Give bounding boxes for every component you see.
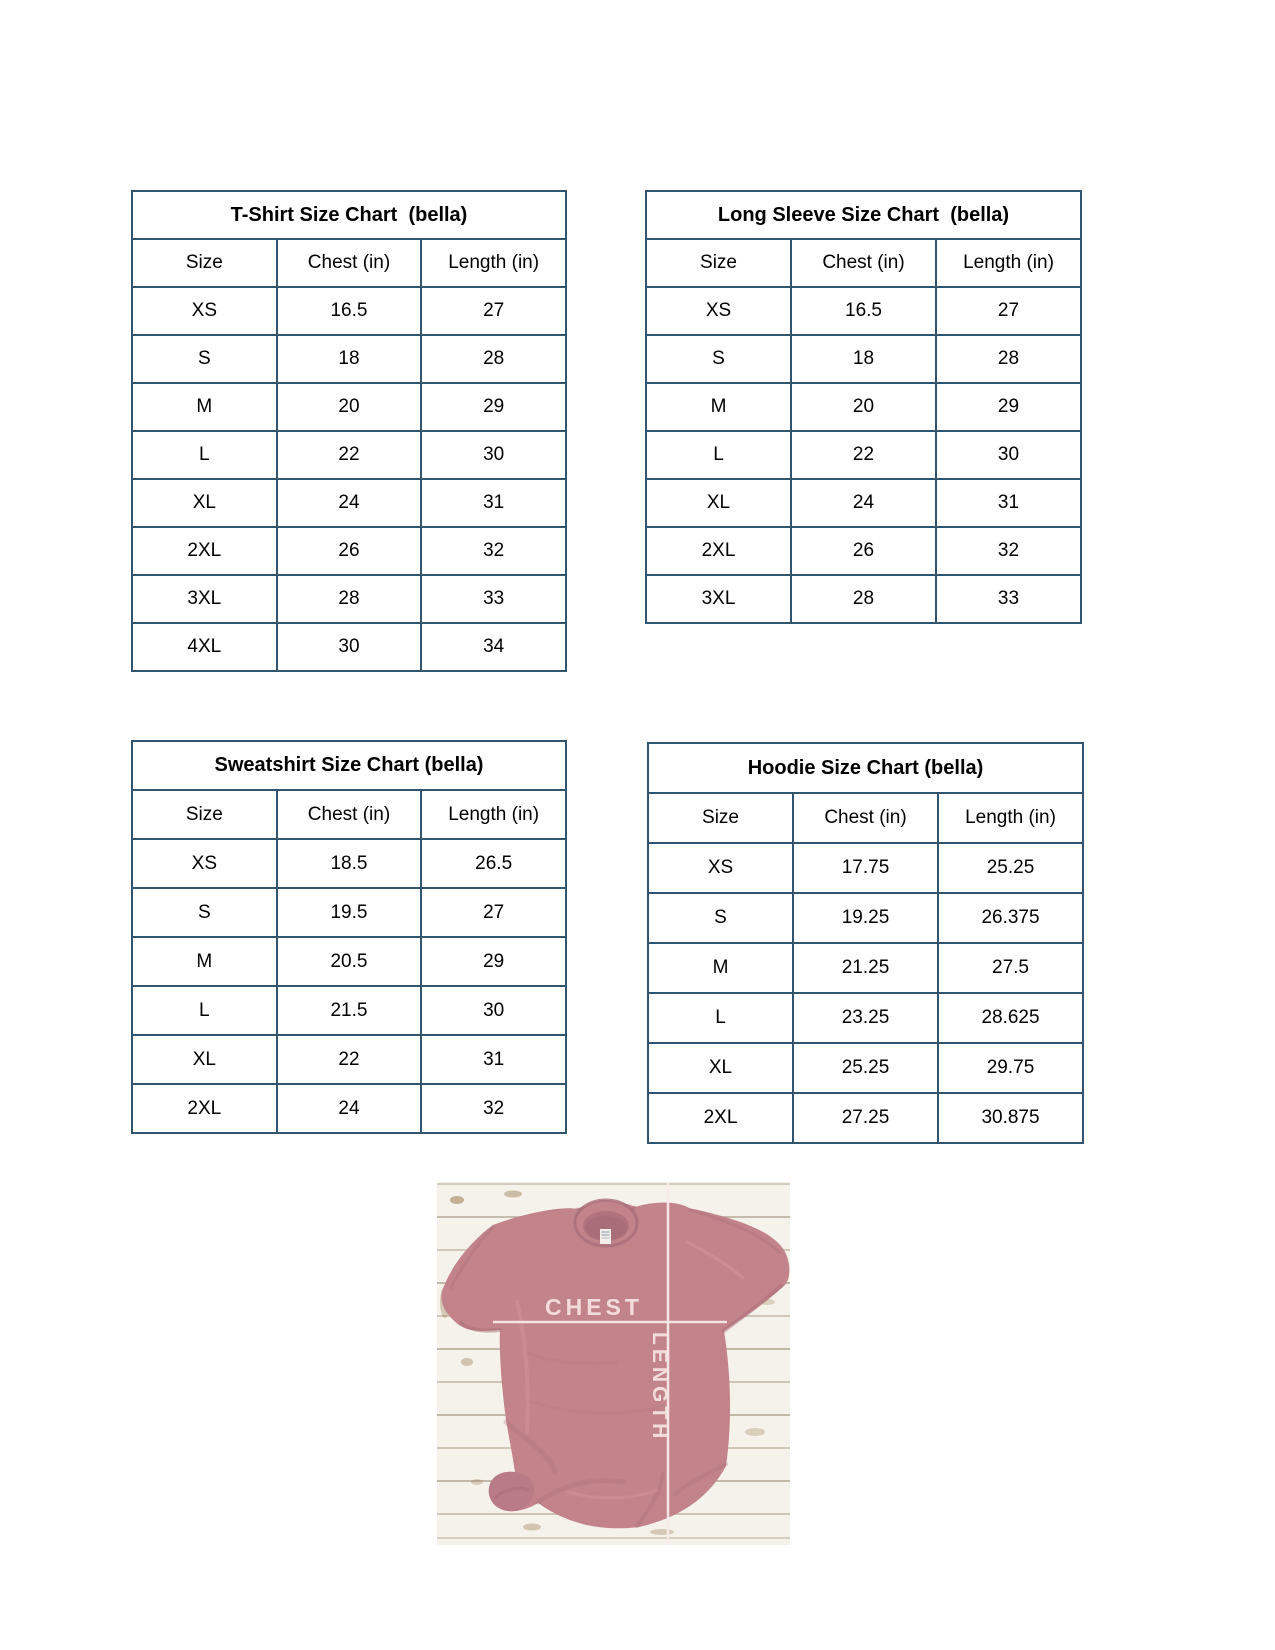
table-row bbox=[132, 575, 566, 623]
table-cell: 26 bbox=[277, 527, 422, 575]
table-cell: 18 bbox=[791, 335, 936, 383]
table-row bbox=[132, 431, 566, 479]
table-cell: 21.5 bbox=[277, 986, 422, 1035]
table-cell: XS bbox=[646, 287, 791, 335]
table-row bbox=[132, 287, 566, 335]
table-cell: 30 bbox=[421, 431, 566, 479]
table-row bbox=[648, 843, 1083, 893]
table-cell: 25.25 bbox=[938, 843, 1083, 893]
table-cell: S bbox=[648, 893, 793, 943]
table-cell: 31 bbox=[936, 479, 1081, 527]
table-cell: M bbox=[132, 383, 277, 431]
table-cell: 20 bbox=[277, 383, 422, 431]
table-cell: 30 bbox=[277, 623, 422, 671]
table-row bbox=[646, 527, 1081, 575]
table-cell: M bbox=[648, 943, 793, 993]
table-cell: 33 bbox=[936, 575, 1081, 623]
table-cell: 27 bbox=[936, 287, 1081, 335]
table-row bbox=[646, 575, 1081, 623]
table-title-row bbox=[132, 741, 566, 790]
table-cell: 3XL bbox=[646, 575, 791, 623]
table-cell: L bbox=[132, 986, 277, 1035]
tshirt-photo-illustration bbox=[437, 1182, 790, 1545]
table-cell: 17.75 bbox=[793, 843, 938, 893]
table-row bbox=[132, 383, 566, 431]
table-title: Long Sleeve Size Chart (bella) bbox=[646, 191, 1081, 239]
table-row bbox=[132, 888, 566, 937]
table-cell: 28 bbox=[791, 575, 936, 623]
table-row bbox=[646, 431, 1081, 479]
table-cell: 16.5 bbox=[791, 287, 936, 335]
table-title-row bbox=[648, 743, 1083, 793]
column-header: Chest (in) bbox=[277, 790, 422, 839]
table-cell: 19.5 bbox=[277, 888, 422, 937]
table-row bbox=[648, 893, 1083, 943]
table-cell: S bbox=[132, 888, 277, 937]
table-cell: L bbox=[646, 431, 791, 479]
column-header: Length (in) bbox=[421, 239, 566, 287]
table-cell: 28 bbox=[277, 575, 422, 623]
table-cell: XS bbox=[132, 839, 277, 888]
table-cell: M bbox=[646, 383, 791, 431]
table-row bbox=[646, 383, 1081, 431]
table-cell: 20.5 bbox=[277, 937, 422, 986]
table-cell: XL bbox=[132, 479, 277, 527]
table-header-row bbox=[132, 790, 566, 839]
table-cell: 30 bbox=[936, 431, 1081, 479]
table-cell: 29 bbox=[421, 937, 566, 986]
table-cell: XS bbox=[648, 843, 793, 893]
table-cell: 2XL bbox=[132, 1084, 277, 1133]
table-cell: 22 bbox=[277, 1035, 422, 1084]
table-cell: S bbox=[646, 335, 791, 383]
table-cell: 33 bbox=[421, 575, 566, 623]
table-cell: 23.25 bbox=[793, 993, 938, 1043]
table-cell: 32 bbox=[421, 1084, 566, 1133]
table-cell: 31 bbox=[421, 479, 566, 527]
table-cell: 24 bbox=[277, 1084, 422, 1133]
neck-tag bbox=[600, 1229, 611, 1244]
table-header-row bbox=[646, 239, 1081, 287]
table-row bbox=[132, 839, 566, 888]
table-cell: 26.5 bbox=[421, 839, 566, 888]
table-cell: 32 bbox=[421, 527, 566, 575]
table-cell: XL bbox=[648, 1043, 793, 1093]
table-cell: 3XL bbox=[132, 575, 277, 623]
table-title-row bbox=[646, 191, 1081, 239]
table-cell: 2XL bbox=[648, 1093, 793, 1143]
table-cell: 24 bbox=[791, 479, 936, 527]
table-title: T-Shirt Size Chart (bella) bbox=[132, 191, 566, 239]
table-cell: XL bbox=[646, 479, 791, 527]
table-cell: XS bbox=[132, 287, 277, 335]
table-row bbox=[646, 287, 1081, 335]
table-cell: 29 bbox=[421, 383, 566, 431]
table-cell: 25.25 bbox=[793, 1043, 938, 1093]
table-cell: 2XL bbox=[646, 527, 791, 575]
table-cell: 27 bbox=[421, 888, 566, 937]
column-header: Length (in) bbox=[936, 239, 1081, 287]
column-header: Chest (in) bbox=[793, 793, 938, 843]
table-cell: L bbox=[132, 431, 277, 479]
column-header: Size bbox=[646, 239, 791, 287]
table-row bbox=[646, 479, 1081, 527]
table-header-row bbox=[132, 239, 566, 287]
table-cell: 26 bbox=[791, 527, 936, 575]
table-cell: 29.75 bbox=[938, 1043, 1083, 1093]
table-cell: 27 bbox=[421, 287, 566, 335]
table-cell: 18.5 bbox=[277, 839, 422, 888]
table-row bbox=[132, 1035, 566, 1084]
table-row bbox=[648, 943, 1083, 993]
table-row bbox=[132, 986, 566, 1035]
table-cell: 28.625 bbox=[938, 993, 1083, 1043]
column-header: Length (in) bbox=[938, 793, 1083, 843]
sweatshirt-size-table bbox=[131, 740, 567, 1134]
table-row bbox=[648, 993, 1083, 1043]
table-cell: 30 bbox=[421, 986, 566, 1035]
table-cell: S bbox=[132, 335, 277, 383]
table-row bbox=[648, 1093, 1083, 1143]
table-row bbox=[132, 527, 566, 575]
table-row bbox=[132, 335, 566, 383]
tshirt-measurement-photo bbox=[437, 1182, 790, 1545]
table-cell: 21.25 bbox=[793, 943, 938, 993]
table-cell: 34 bbox=[421, 623, 566, 671]
table-title-row bbox=[132, 191, 566, 239]
table-cell: 22 bbox=[791, 431, 936, 479]
table-row bbox=[132, 1084, 566, 1133]
column-header: Size bbox=[648, 793, 793, 843]
longsleeve-size-table bbox=[645, 190, 1082, 624]
table-cell: 32 bbox=[936, 527, 1081, 575]
hoodie-size-table bbox=[647, 742, 1084, 1144]
tshirt-size-table bbox=[131, 190, 567, 672]
column-header: Size bbox=[132, 239, 277, 287]
table-cell: 27.5 bbox=[938, 943, 1083, 993]
length-label: LENGTH bbox=[648, 1332, 671, 1443]
table-row bbox=[646, 335, 1081, 383]
table-cell: 29 bbox=[936, 383, 1081, 431]
table-cell: L bbox=[648, 993, 793, 1043]
table-row bbox=[648, 1043, 1083, 1093]
table-title: Hoodie Size Chart (bella) bbox=[648, 743, 1083, 793]
table-cell: 22 bbox=[277, 431, 422, 479]
table-cell: XL bbox=[132, 1035, 277, 1084]
table-cell: 26.375 bbox=[938, 893, 1083, 943]
table-cell: 2XL bbox=[132, 527, 277, 575]
table-header-row bbox=[648, 793, 1083, 843]
column-header: Size bbox=[132, 790, 277, 839]
table-cell: 24 bbox=[277, 479, 422, 527]
chest-label: CHEST bbox=[545, 1294, 643, 1320]
column-header: Chest (in) bbox=[791, 239, 936, 287]
table-cell: 20 bbox=[791, 383, 936, 431]
table-cell: 16.5 bbox=[277, 287, 422, 335]
column-header: Length (in) bbox=[421, 790, 566, 839]
table-cell: 30.875 bbox=[938, 1093, 1083, 1143]
table-row bbox=[132, 479, 566, 527]
table-cell: 27.25 bbox=[793, 1093, 938, 1143]
column-header: Chest (in) bbox=[277, 239, 422, 287]
table-cell: 28 bbox=[936, 335, 1081, 383]
table-cell: M bbox=[132, 937, 277, 986]
table-cell: 4XL bbox=[132, 623, 277, 671]
table-cell: 19.25 bbox=[793, 893, 938, 943]
table-row bbox=[132, 937, 566, 986]
table-cell: 28 bbox=[421, 335, 566, 383]
table-row bbox=[132, 623, 566, 671]
table-cell: 31 bbox=[421, 1035, 566, 1084]
table-cell: 18 bbox=[277, 335, 422, 383]
table-title: Sweatshirt Size Chart (bella) bbox=[132, 741, 566, 790]
